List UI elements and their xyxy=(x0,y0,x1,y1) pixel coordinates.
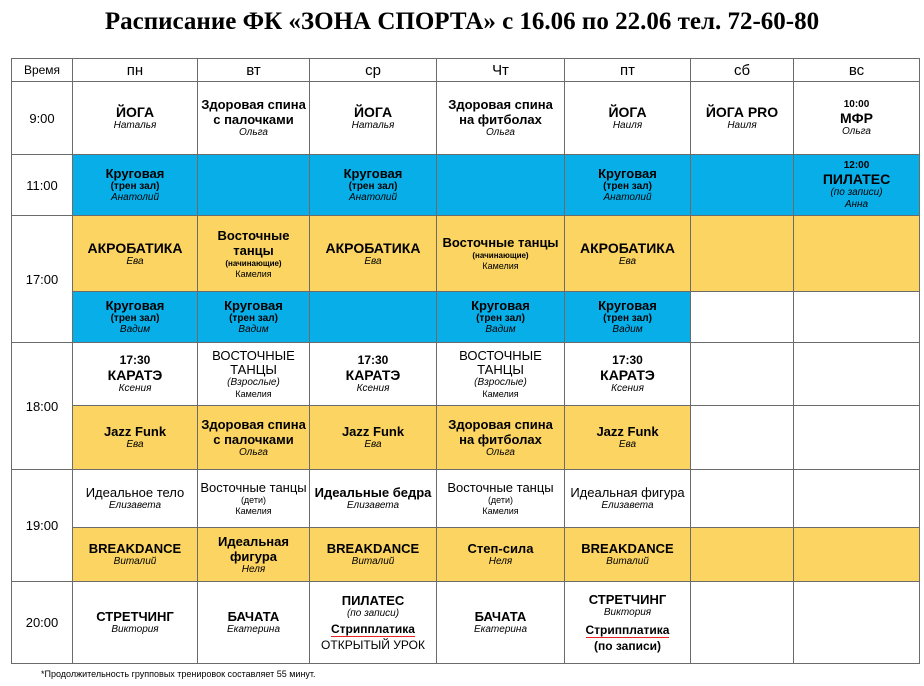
instructor: Елизавета xyxy=(601,499,654,511)
instructor: Камелия xyxy=(235,388,272,399)
header-row xyxy=(12,59,920,82)
class-name: Степ-сила xyxy=(467,541,534,556)
instructor: Анатолий xyxy=(110,192,160,203)
class-cell xyxy=(565,528,691,582)
instructor: Ольга xyxy=(486,127,515,138)
class-note: (по записи) xyxy=(830,186,883,198)
row-18a xyxy=(12,343,920,406)
header-day-sat: сб xyxy=(691,59,794,82)
class-cell xyxy=(437,406,565,470)
class-name: Восточные танцы xyxy=(200,479,307,495)
empty-cell xyxy=(437,155,565,216)
class-note: (Взрослые) xyxy=(474,376,527,388)
header-day-sun: вс xyxy=(794,59,920,82)
time-label: 9:00 xyxy=(12,82,73,155)
class-name: АКРОБАТИКА xyxy=(87,239,183,256)
class-cell xyxy=(198,528,310,582)
class-cell xyxy=(565,406,691,470)
empty-cell xyxy=(794,292,920,343)
class-cell xyxy=(310,470,437,528)
class-name: Круговая xyxy=(224,298,283,313)
class-cell xyxy=(310,155,437,216)
time-label: 18:00 xyxy=(12,343,73,470)
instructor: Анатолий xyxy=(603,192,652,203)
class-cell xyxy=(73,470,198,528)
instructor: Виктория xyxy=(111,624,159,635)
instructor: Ева xyxy=(618,439,637,450)
class-cell xyxy=(565,292,691,343)
empty-cell xyxy=(310,292,437,343)
instructor: Камелия xyxy=(482,505,519,516)
class-name: БАЧАТА xyxy=(227,609,280,624)
class-cell xyxy=(310,406,437,470)
class-cell xyxy=(310,528,437,582)
class-name: ЙОГА xyxy=(115,104,155,120)
class-extra-name: Стрипплатика xyxy=(585,623,670,637)
class-name: Jazz Funk xyxy=(596,424,659,439)
class-name: СТРЕТЧИНГ xyxy=(96,609,174,624)
class-cell xyxy=(691,82,794,155)
class-cell xyxy=(198,82,310,155)
class-time: 10:00 xyxy=(843,98,870,110)
class-cell xyxy=(73,216,198,292)
class-name: Идеальное тело xyxy=(85,484,185,500)
empty-cell xyxy=(794,582,920,664)
class-name: ЙОГА xyxy=(353,104,393,120)
time-label: 11:00 xyxy=(12,155,73,216)
instructor: Камелия xyxy=(235,505,272,516)
class-name: БАЧАТА xyxy=(474,609,527,624)
class-cell xyxy=(310,343,437,406)
instructor: Вадим xyxy=(612,324,643,335)
instructor: Ева xyxy=(126,439,144,450)
row-17b xyxy=(12,292,920,343)
class-time: 17:30 xyxy=(612,352,643,367)
empty-cell xyxy=(691,528,794,582)
empty-cell xyxy=(794,343,920,406)
instructor: Виталий xyxy=(606,556,649,567)
row-11 xyxy=(12,155,920,216)
time-label: 19:00 xyxy=(12,470,73,582)
class-cell xyxy=(437,528,565,582)
class-cell xyxy=(437,292,565,343)
instructor: Вадим xyxy=(119,324,151,335)
class-cell xyxy=(73,155,198,216)
time-label: 17:00 xyxy=(12,216,73,343)
instructor: Анна xyxy=(844,198,869,210)
time-label: 20:00 xyxy=(12,582,73,664)
empty-cell xyxy=(794,470,920,528)
row-19a xyxy=(12,470,920,528)
class-name: АКРОБАТИКА xyxy=(580,239,675,256)
class-name: Круговая xyxy=(343,166,403,181)
instructor: Ева xyxy=(364,439,382,450)
instructor: Виталий xyxy=(113,556,157,567)
empty-cell xyxy=(691,343,794,406)
class-name: Идеальная фигура xyxy=(570,484,685,500)
instructor: Вадим xyxy=(485,324,516,335)
class-name: BREAKDANCE xyxy=(581,541,674,556)
instructor: Виктория xyxy=(603,607,652,618)
class-name: Здоровая спина на фитболах xyxy=(448,97,553,127)
instructor: Ольга xyxy=(486,446,515,458)
class-time: 12:00 xyxy=(843,159,870,171)
class-name: Восточные танцы xyxy=(217,227,290,258)
class-note: (начинающие) xyxy=(472,251,529,260)
page-title: Расписание ФК «ЗОНА СПОРТА» с 16.06 по 22.06 тел. 72-60-80 xyxy=(104,8,820,35)
class-name: BREAKDANCE xyxy=(326,541,420,556)
instructor: Неля xyxy=(241,563,266,575)
class-name: ВОСТОЧНЫЕ ТАНЦЫ xyxy=(459,347,542,377)
instructor: Ксения xyxy=(118,382,152,394)
instructor: Вадим xyxy=(238,324,269,335)
class-name: КАРАТЭ xyxy=(345,366,401,383)
empty-cell xyxy=(691,216,794,292)
class-name: Круговая xyxy=(105,166,165,181)
instructor: Анатолий xyxy=(348,192,398,203)
instructor: Ксения xyxy=(611,382,644,394)
class-name: КАРАТЭ xyxy=(600,366,655,383)
class-name: Jazz Funk xyxy=(341,424,405,439)
class-cell xyxy=(565,155,691,216)
instructor: Ольга xyxy=(239,446,268,458)
class-cell xyxy=(437,82,565,155)
instructor: Наиля xyxy=(612,120,643,131)
header-day-wed: ср xyxy=(310,59,437,82)
instructor: Наиля xyxy=(727,120,757,131)
class-cell xyxy=(565,82,691,155)
empty-cell xyxy=(691,582,794,664)
class-cell xyxy=(794,82,920,155)
empty-cell xyxy=(691,292,794,343)
class-cell xyxy=(73,406,198,470)
empty-cell xyxy=(691,406,794,470)
instructor: Камелия xyxy=(482,388,519,399)
instructor: Наталья xyxy=(351,120,395,131)
class-note: (начинающие) xyxy=(225,258,282,268)
empty-cell xyxy=(794,406,920,470)
class-name: BREAKDANCE xyxy=(88,541,182,556)
header-day-fri: пт xyxy=(565,59,691,82)
instructor: Неля xyxy=(488,556,513,567)
class-note: (по записи) xyxy=(346,608,400,619)
instructor: Ева xyxy=(126,255,144,267)
class-cell xyxy=(310,82,437,155)
class-name: ЙОГА PRO xyxy=(705,104,779,120)
class-cell xyxy=(198,216,310,292)
instructor: Виталий xyxy=(351,556,395,567)
class-cell xyxy=(198,343,310,406)
header-day-mon: пн xyxy=(73,59,198,82)
instructor: Ева xyxy=(618,255,637,267)
class-cell xyxy=(73,343,198,406)
class-note: (трен зал) xyxy=(229,313,278,324)
class-cell xyxy=(794,155,920,216)
class-cell xyxy=(198,406,310,470)
header-day-tue: вт xyxy=(198,59,310,82)
instructor: Елизавета xyxy=(346,500,400,511)
class-note: (трен зал) xyxy=(110,313,160,324)
class-note: (дети) xyxy=(487,494,514,505)
instructor: Ева xyxy=(364,255,382,267)
class-name: ПИЛАТЕС xyxy=(341,593,405,608)
class-extra-note: (по записи) xyxy=(593,639,662,653)
empty-cell xyxy=(794,216,920,292)
instructor: Наталья xyxy=(113,120,157,131)
class-name: КАРАТЭ xyxy=(107,366,163,383)
class-name: Восточные танцы xyxy=(447,479,554,495)
empty-cell xyxy=(691,470,794,528)
class-cell xyxy=(437,470,565,528)
row-18b xyxy=(12,406,920,470)
row-20 xyxy=(12,582,920,664)
class-name: АКРОБАТИКА xyxy=(325,239,421,256)
class-name: ПИЛАТЕС xyxy=(822,170,891,187)
class-cell xyxy=(565,216,691,292)
class-cell xyxy=(198,582,310,664)
instructor: Камелия xyxy=(235,268,272,279)
class-cell xyxy=(198,292,310,343)
instructor: Екатерина xyxy=(226,624,281,635)
class-name: Идеальные бедра xyxy=(314,485,432,500)
class-extra-note: ОТКРЫТЫЙ УРОК xyxy=(321,638,425,652)
header-day-thu: Чт xyxy=(437,59,565,82)
class-cell xyxy=(437,343,565,406)
class-cell xyxy=(565,343,691,406)
class-note: (трен зал) xyxy=(110,181,160,192)
class-note: (дети) xyxy=(240,494,267,505)
class-name: Здоровая спина с палочками xyxy=(201,416,306,447)
class-cell xyxy=(437,582,565,664)
class-note: (трен зал) xyxy=(603,313,652,324)
class-name: Jazz Funk xyxy=(103,424,167,439)
class-name: Круговая xyxy=(598,298,657,313)
row-19b xyxy=(12,528,920,582)
instructor: Ольга xyxy=(842,125,871,137)
class-time: 17:30 xyxy=(119,352,151,367)
instructor: Екатерина xyxy=(473,624,528,635)
class-name: МФР xyxy=(840,109,873,126)
class-cell xyxy=(310,582,437,664)
class-name: Идеальная фигура xyxy=(218,533,289,564)
class-name: Восточные танцы xyxy=(442,235,559,250)
class-time: 17:30 xyxy=(357,352,389,367)
row-9 xyxy=(12,82,920,155)
empty-cell xyxy=(691,155,794,216)
empty-cell xyxy=(198,155,310,216)
class-cell xyxy=(310,216,437,292)
header-time: Время xyxy=(12,59,73,82)
class-name: Здоровая спина на фитболах xyxy=(448,416,553,447)
class-name: Круговая xyxy=(105,298,165,313)
class-cell xyxy=(198,470,310,528)
class-name: Круговая xyxy=(598,166,657,181)
row-17a xyxy=(12,216,920,292)
instructor: Елизавета xyxy=(108,499,162,511)
instructor: Ольга xyxy=(239,127,268,138)
class-cell xyxy=(73,582,198,664)
class-cell xyxy=(565,582,691,664)
class-name: Круговая xyxy=(471,298,530,313)
class-extra-name: Стрипплатика xyxy=(331,622,415,636)
class-note: (трен зал) xyxy=(476,313,525,324)
class-note: (трен зал) xyxy=(603,181,652,192)
footnote: *Продолжительность групповых тренировок составляет 55 минут. xyxy=(41,669,316,679)
instructor: Ксения xyxy=(356,382,390,394)
class-cell xyxy=(565,470,691,528)
class-name: СТРЕТЧИНГ xyxy=(588,592,667,607)
class-cell xyxy=(73,82,198,155)
class-note: (трен зал) xyxy=(348,181,398,192)
class-cell xyxy=(73,292,198,343)
class-note: (Взрослые) xyxy=(227,376,280,388)
class-cell xyxy=(73,528,198,582)
class-name: ВОСТОЧНЫЕ ТАНЦЫ xyxy=(212,347,295,377)
class-cell xyxy=(437,216,565,292)
class-name: Здоровая спина с палочками xyxy=(201,97,306,127)
instructor: Камелия xyxy=(482,261,519,271)
empty-cell xyxy=(794,528,920,582)
class-name: ЙОГА xyxy=(608,104,647,120)
schedule-table xyxy=(11,58,920,664)
